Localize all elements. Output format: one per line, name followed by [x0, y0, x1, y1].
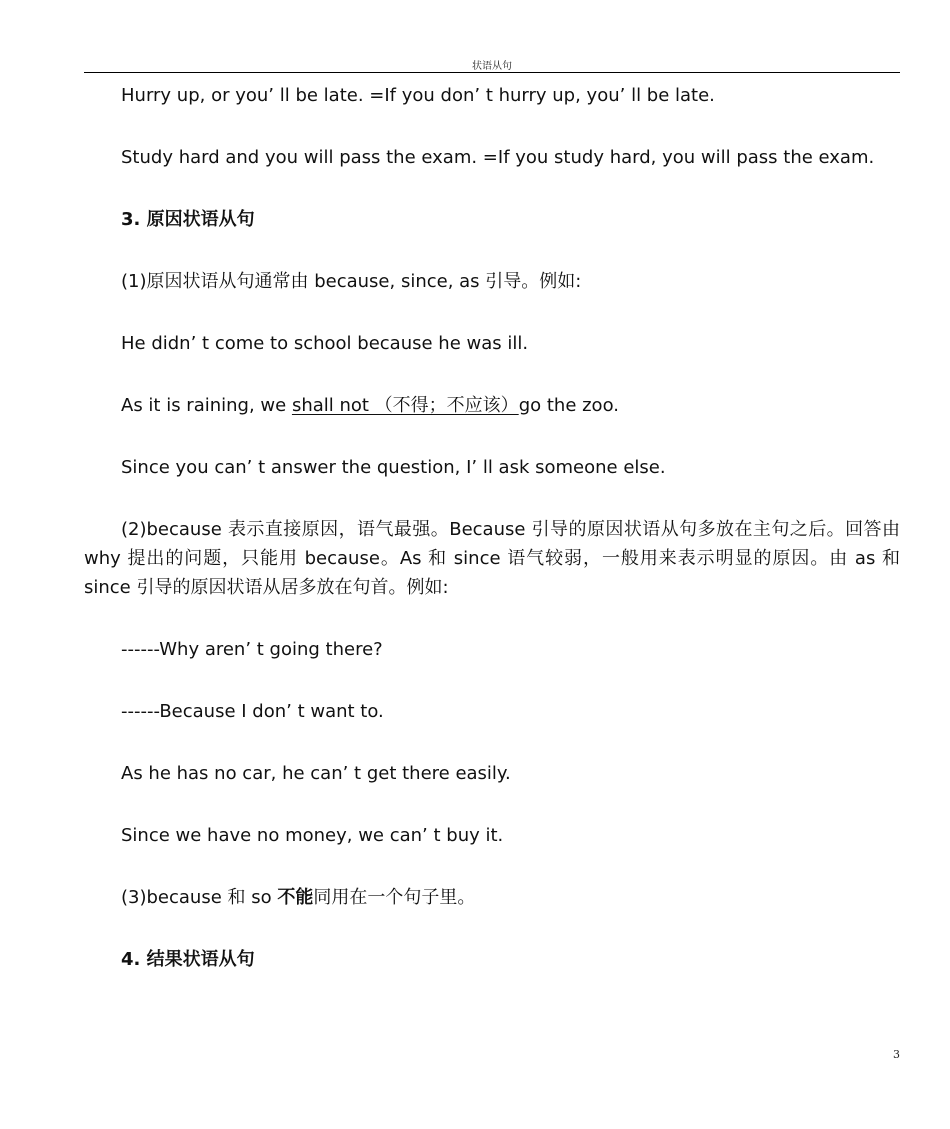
paragraph-example-raining	[121, 394, 619, 418]
paragraph-reason-intro: (1)原因状语从句通常由 because, since, as 引导。例如:	[121, 271, 582, 292]
paragraph-because-explanation: (2)because 表示直接原因，语气最强。Because 引导的原因状语从句多放在主句之后。回答由 why 提出的问题，只能用 because。As 和 since 语气较弱，一般用来表示明显的原因。由 as 和 since 引导的原因状语从居多放在句首。例如:	[84, 519, 900, 598]
page-header-title: 状语从句	[472, 61, 512, 72]
paragraph-example-no-money: Since we have no money, we can’ t buy it.	[121, 825, 504, 846]
paragraph-dialog-because: ------Because I don’ t want to.	[121, 701, 384, 722]
example-raining-start: As it is raining, we	[121, 395, 292, 416]
header-divider	[84, 72, 900, 73]
bold-cannot: 不能	[277, 887, 314, 908]
paragraph-example-ill: He didn’ t come to school because he was ill.	[121, 333, 529, 354]
paragraph-because-so-rule	[121, 886, 475, 910]
paragraph-example-no-car: As he has no car, he can’ t get there easily.	[121, 763, 511, 784]
paragraph-example-question: Since you can’ t answer the question, I’ ll ask someone else.	[121, 457, 666, 478]
section-heading-result-clause: 4. 结果状语从句	[121, 949, 255, 970]
paragraph-hurry-up: Hurry up, or you’ ll be late. =If you don’ t hurry up, you’ ll be late.	[121, 85, 715, 106]
rule-start: (3)because 和 so	[121, 887, 278, 908]
example-raining-end: go the zoo.	[518, 395, 619, 416]
paragraph-study-hard: Study hard and you will pass the exam. =If you study hard, you will pass the exam.	[121, 147, 875, 168]
page-number: 3	[893, 1048, 900, 1061]
rule-end: 同用在一个句子里。	[313, 887, 476, 908]
paragraph-dialog-why: ------Why aren’ t going there?	[121, 639, 383, 660]
section-heading-reason-clause: 3. 原因状语从句	[121, 209, 255, 230]
underlined-shall-not: shall not （不得；不应该）	[291, 395, 519, 416]
